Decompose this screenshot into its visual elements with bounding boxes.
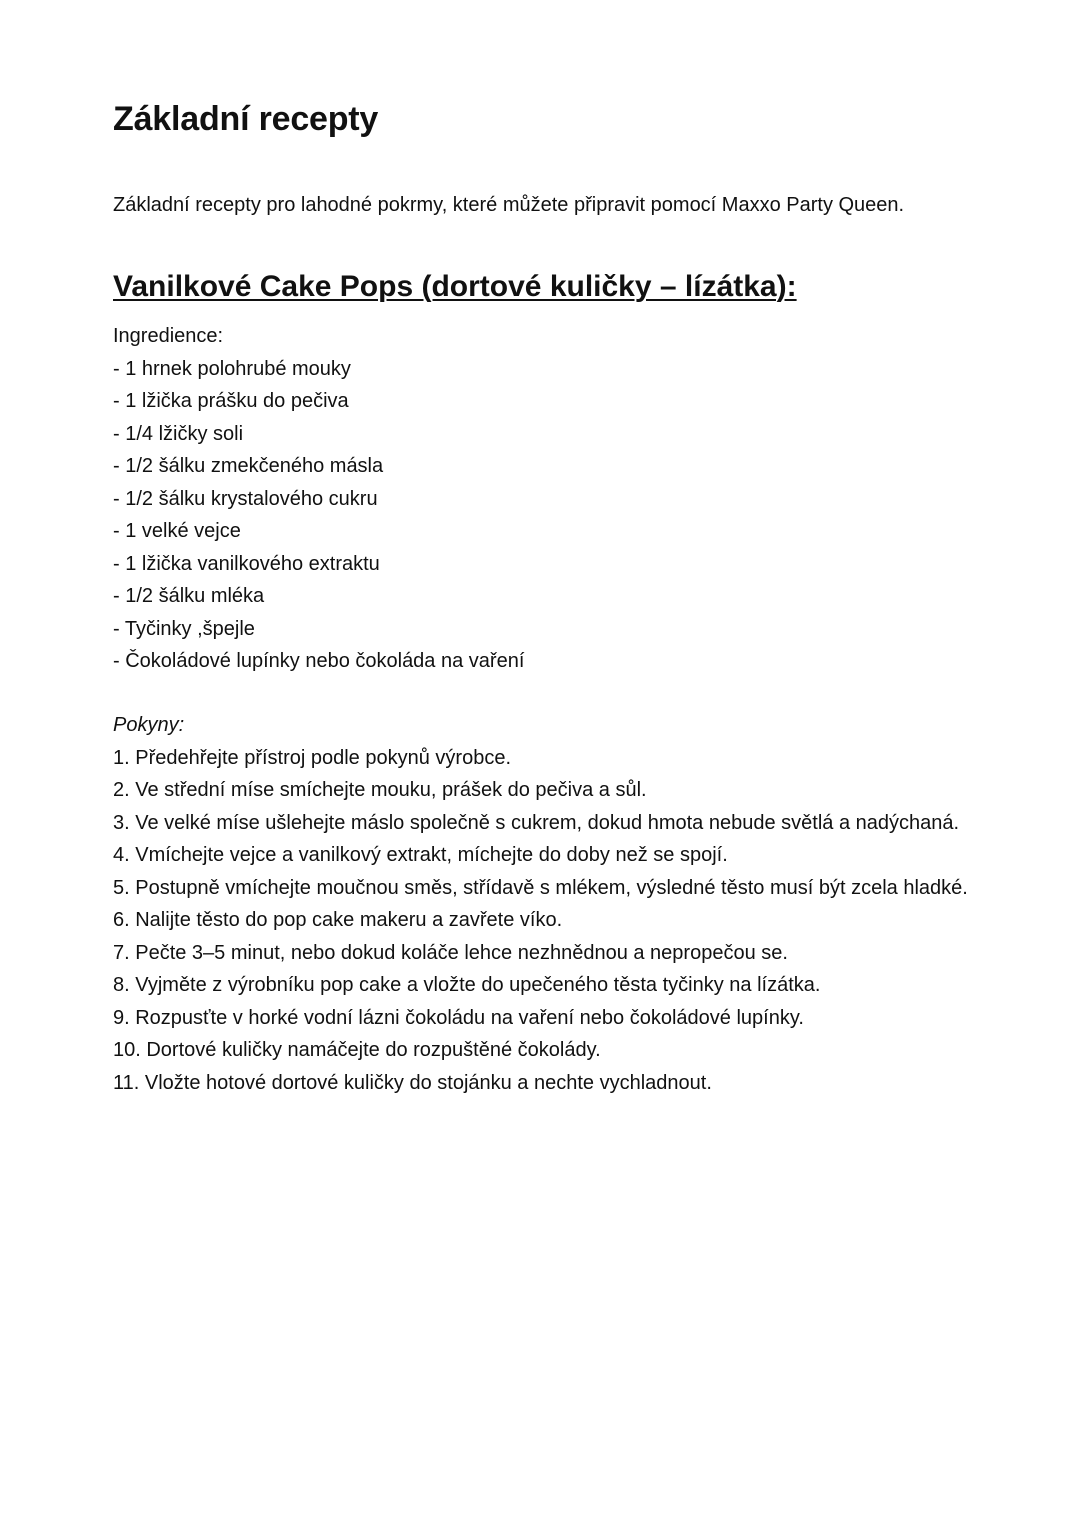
ingredient-item: - 1 velké vejce (113, 520, 241, 542)
ingredients-section (113, 320, 975, 678)
instruction-step: 5. Postupně vmíchejte moučnou směs, střídavě s mlékem, výsledné těsto musí být zcela hladké. (113, 876, 968, 899)
instruction-step: 7. Pečte 3–5 minut, nebo dokud koláče lehce nezhnědnou a nepropečou se. (113, 941, 788, 964)
ingredient-item: - Čokoládové lupínky nebo čokoláda na vaření (113, 650, 525, 672)
ingredient-item: - 1/2 šálku mléka (113, 585, 265, 607)
ingredient-item: - 1/2 šálku krystalového cukru (113, 487, 378, 510)
ingredient-item: - 1/2 šálku zmekčeného másla (113, 455, 384, 477)
intro-paragraph: Základní recepty pro lahodné pokrmy, které můžete připravit pomocí Maxxo Party Queen. (113, 194, 905, 216)
instructions-label: Pokyny: (113, 714, 185, 736)
instruction-step: 1. Předehřejte přístroj podle pokynů výrobce. (113, 746, 511, 769)
instruction-step: 9. Rozpusťte v horké vodní lázni čokoládu na vaření nebo čokoládové lupínky. (113, 1006, 804, 1029)
instruction-step: 3. Ve velké míse ušlehejte máslo společně s cukrem, dokud hmota nebude světlá a nadýchaná. (113, 811, 960, 834)
ingredient-item: - Tyčinky ,špejle (113, 617, 255, 640)
instruction-step: 2. Ve střední míse smíchejte mouku, prášek do pečiva a sůl. (113, 779, 647, 801)
ingredient-item: - 1/4 lžičky soli (113, 422, 244, 445)
ingredient-item: - 1 hrnek polohrubé mouky (113, 357, 351, 380)
instruction-step: 11. Vložte hotové dortové kuličky do stojánku a nechte vychladnout. (113, 1071, 712, 1094)
instructions-list (113, 742, 975, 1100)
ingredients-list (113, 353, 975, 678)
instruction-step: 10. Dortové kuličky namáčejte do rozpuštěné čokolády. (113, 1039, 601, 1061)
instructions-section (113, 709, 975, 1099)
instruction-step: 6. Nalijte těsto do pop cake makeru a zavřete víko. (113, 909, 563, 931)
ingredient-item: - 1 lžička prášku do pečiva (113, 390, 349, 412)
page-title: Základní recepty (113, 100, 379, 138)
ingredients-label: Ingredience: (113, 325, 224, 347)
instruction-step: 4. Vmíchejte vejce a vanilkový extrakt, míchejte do doby než se spojí. (113, 844, 728, 866)
recipe-title: Vanilkové Cake Pops (dortové kuličky – lízátka): (113, 270, 797, 303)
ingredient-item: - 1 lžička vanilkového extraktu (113, 552, 380, 575)
instruction-step: 8. Vyjměte z výrobníku pop cake a vložte do upečeného těsta tyčinky na lízátka. (113, 974, 821, 996)
